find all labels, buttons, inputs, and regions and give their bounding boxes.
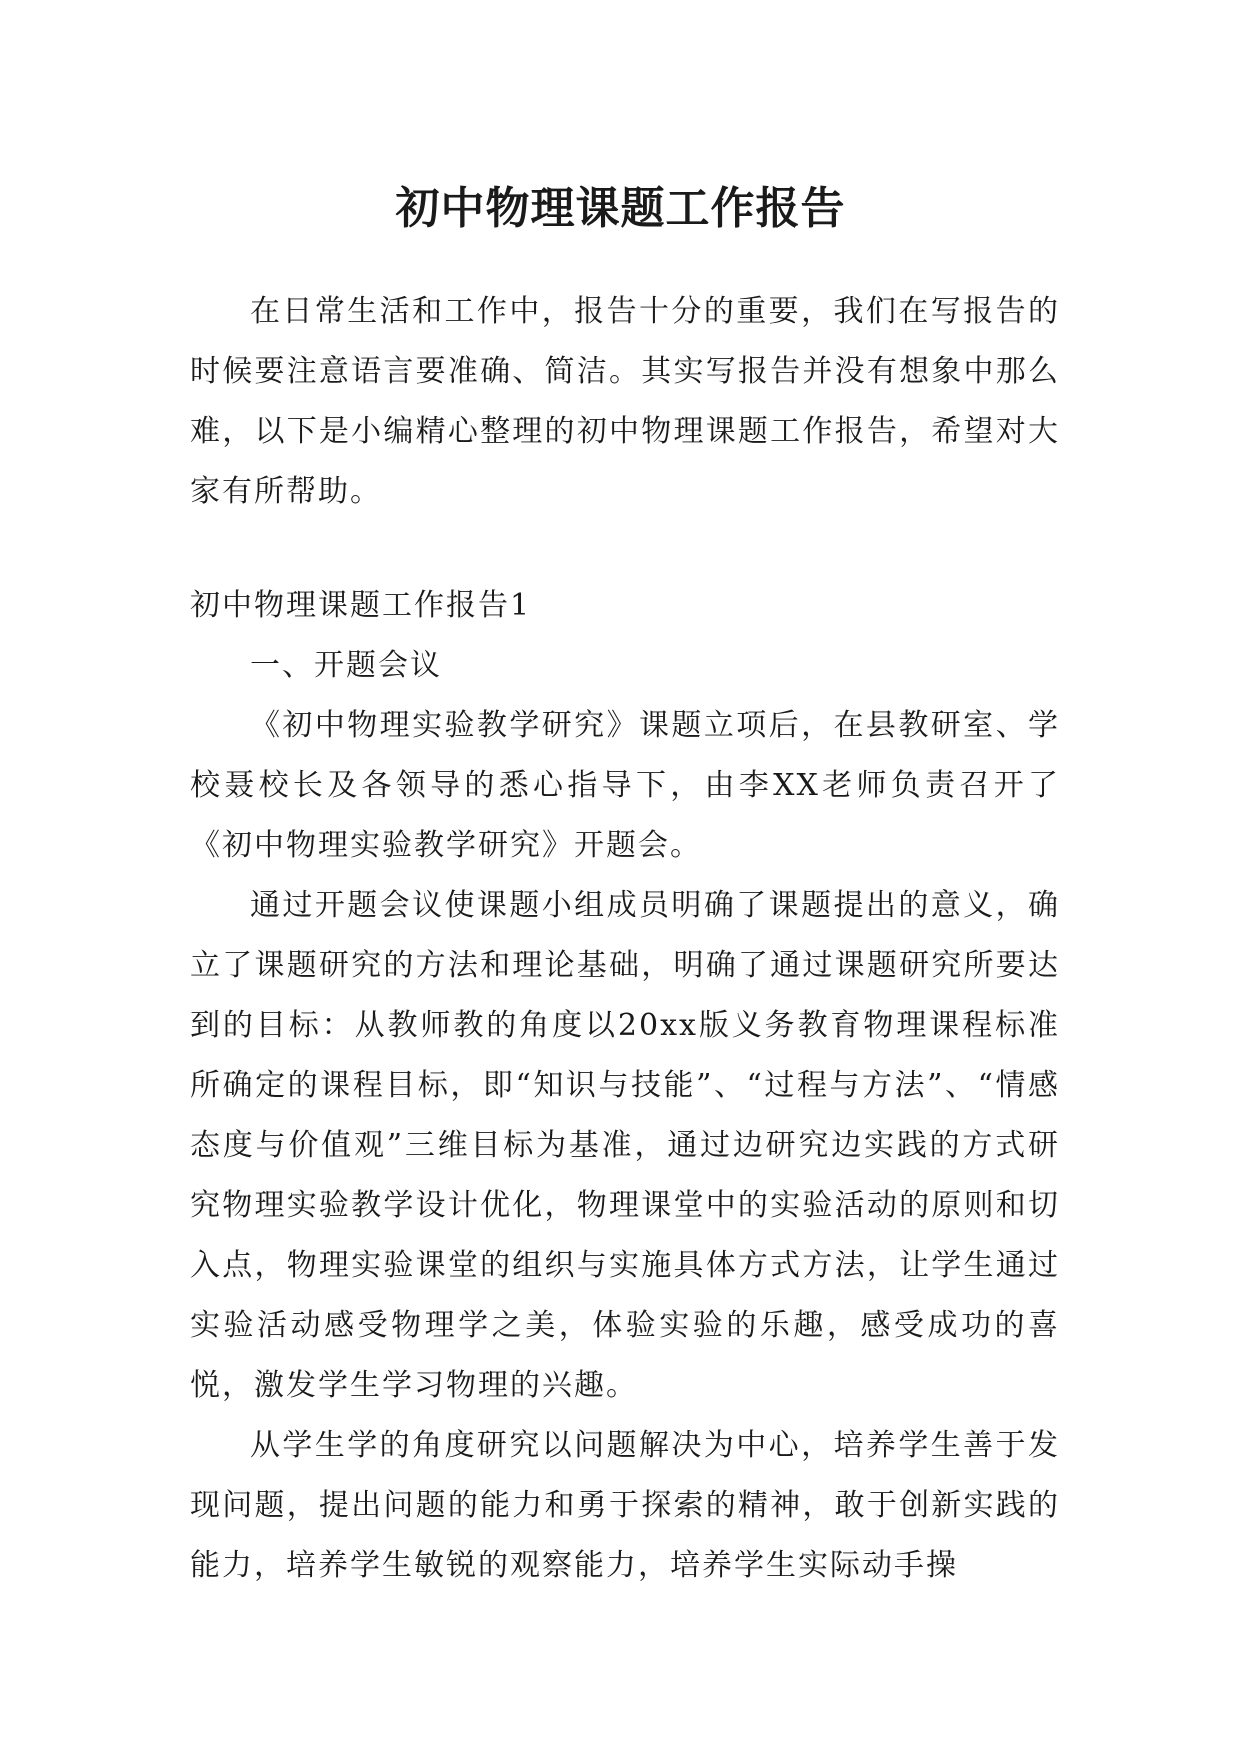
section-heading: 初中物理课题工作报告1 bbox=[190, 588, 532, 623]
body-paragraph: 《初中物理实验教学研究》课题立项后，在县教研室、学校聂校长及各领导的悉心指导下，由李XX老师负责召开了《初中物理实验教学研究》开题会。 bbox=[190, 708, 1060, 863]
document-title: 初中物理课题工作报告 bbox=[395, 183, 846, 235]
subheading-opening-meeting: 一、开题会议 bbox=[250, 648, 442, 683]
report-section-1 bbox=[190, 576, 1060, 1596]
intro-block bbox=[190, 282, 1060, 522]
body-paragraph: 从学生学的角度研究以问题解决为中心，培养学生善于发现问题，提出问题的能力和勇于探索的精神，敢于创新实践的能力，培养学生敏锐的观察能力，培养学生实际动手操 bbox=[190, 1428, 1060, 1583]
body-paragraph: 通过开题会议使课题小组成员明确了课题提出的意义，确立了课题研究的方法和理论基础，明确了通过课题研究所要达到的目标：从教师教的角度以20xx版义务教育物理课程标准所确定的课程目标，即“知识与技能”、“过程与方法”、“情感态度与价值观”三维目标为基准，通过边研究边实践的方式研究物理实验教学设计优化，物理课堂中的实验活动的原则和切入点，物理实验课堂的组织与实施具体方式方法，让学生通过实验活动感受物理学之美，体验实验的乐趣，感受成功的喜悦，激发学生学习物理的兴趣。 bbox=[190, 888, 1060, 1403]
intro-paragraph: 在日常生活和工作中，报告十分的重要，我们在写报告的时候要注意语言要准确、简洁。其实写报告并没有想象中那么难，以下是小编精心整理的初中物理课题工作报告，希望对大家有所帮助。 bbox=[190, 294, 1060, 509]
